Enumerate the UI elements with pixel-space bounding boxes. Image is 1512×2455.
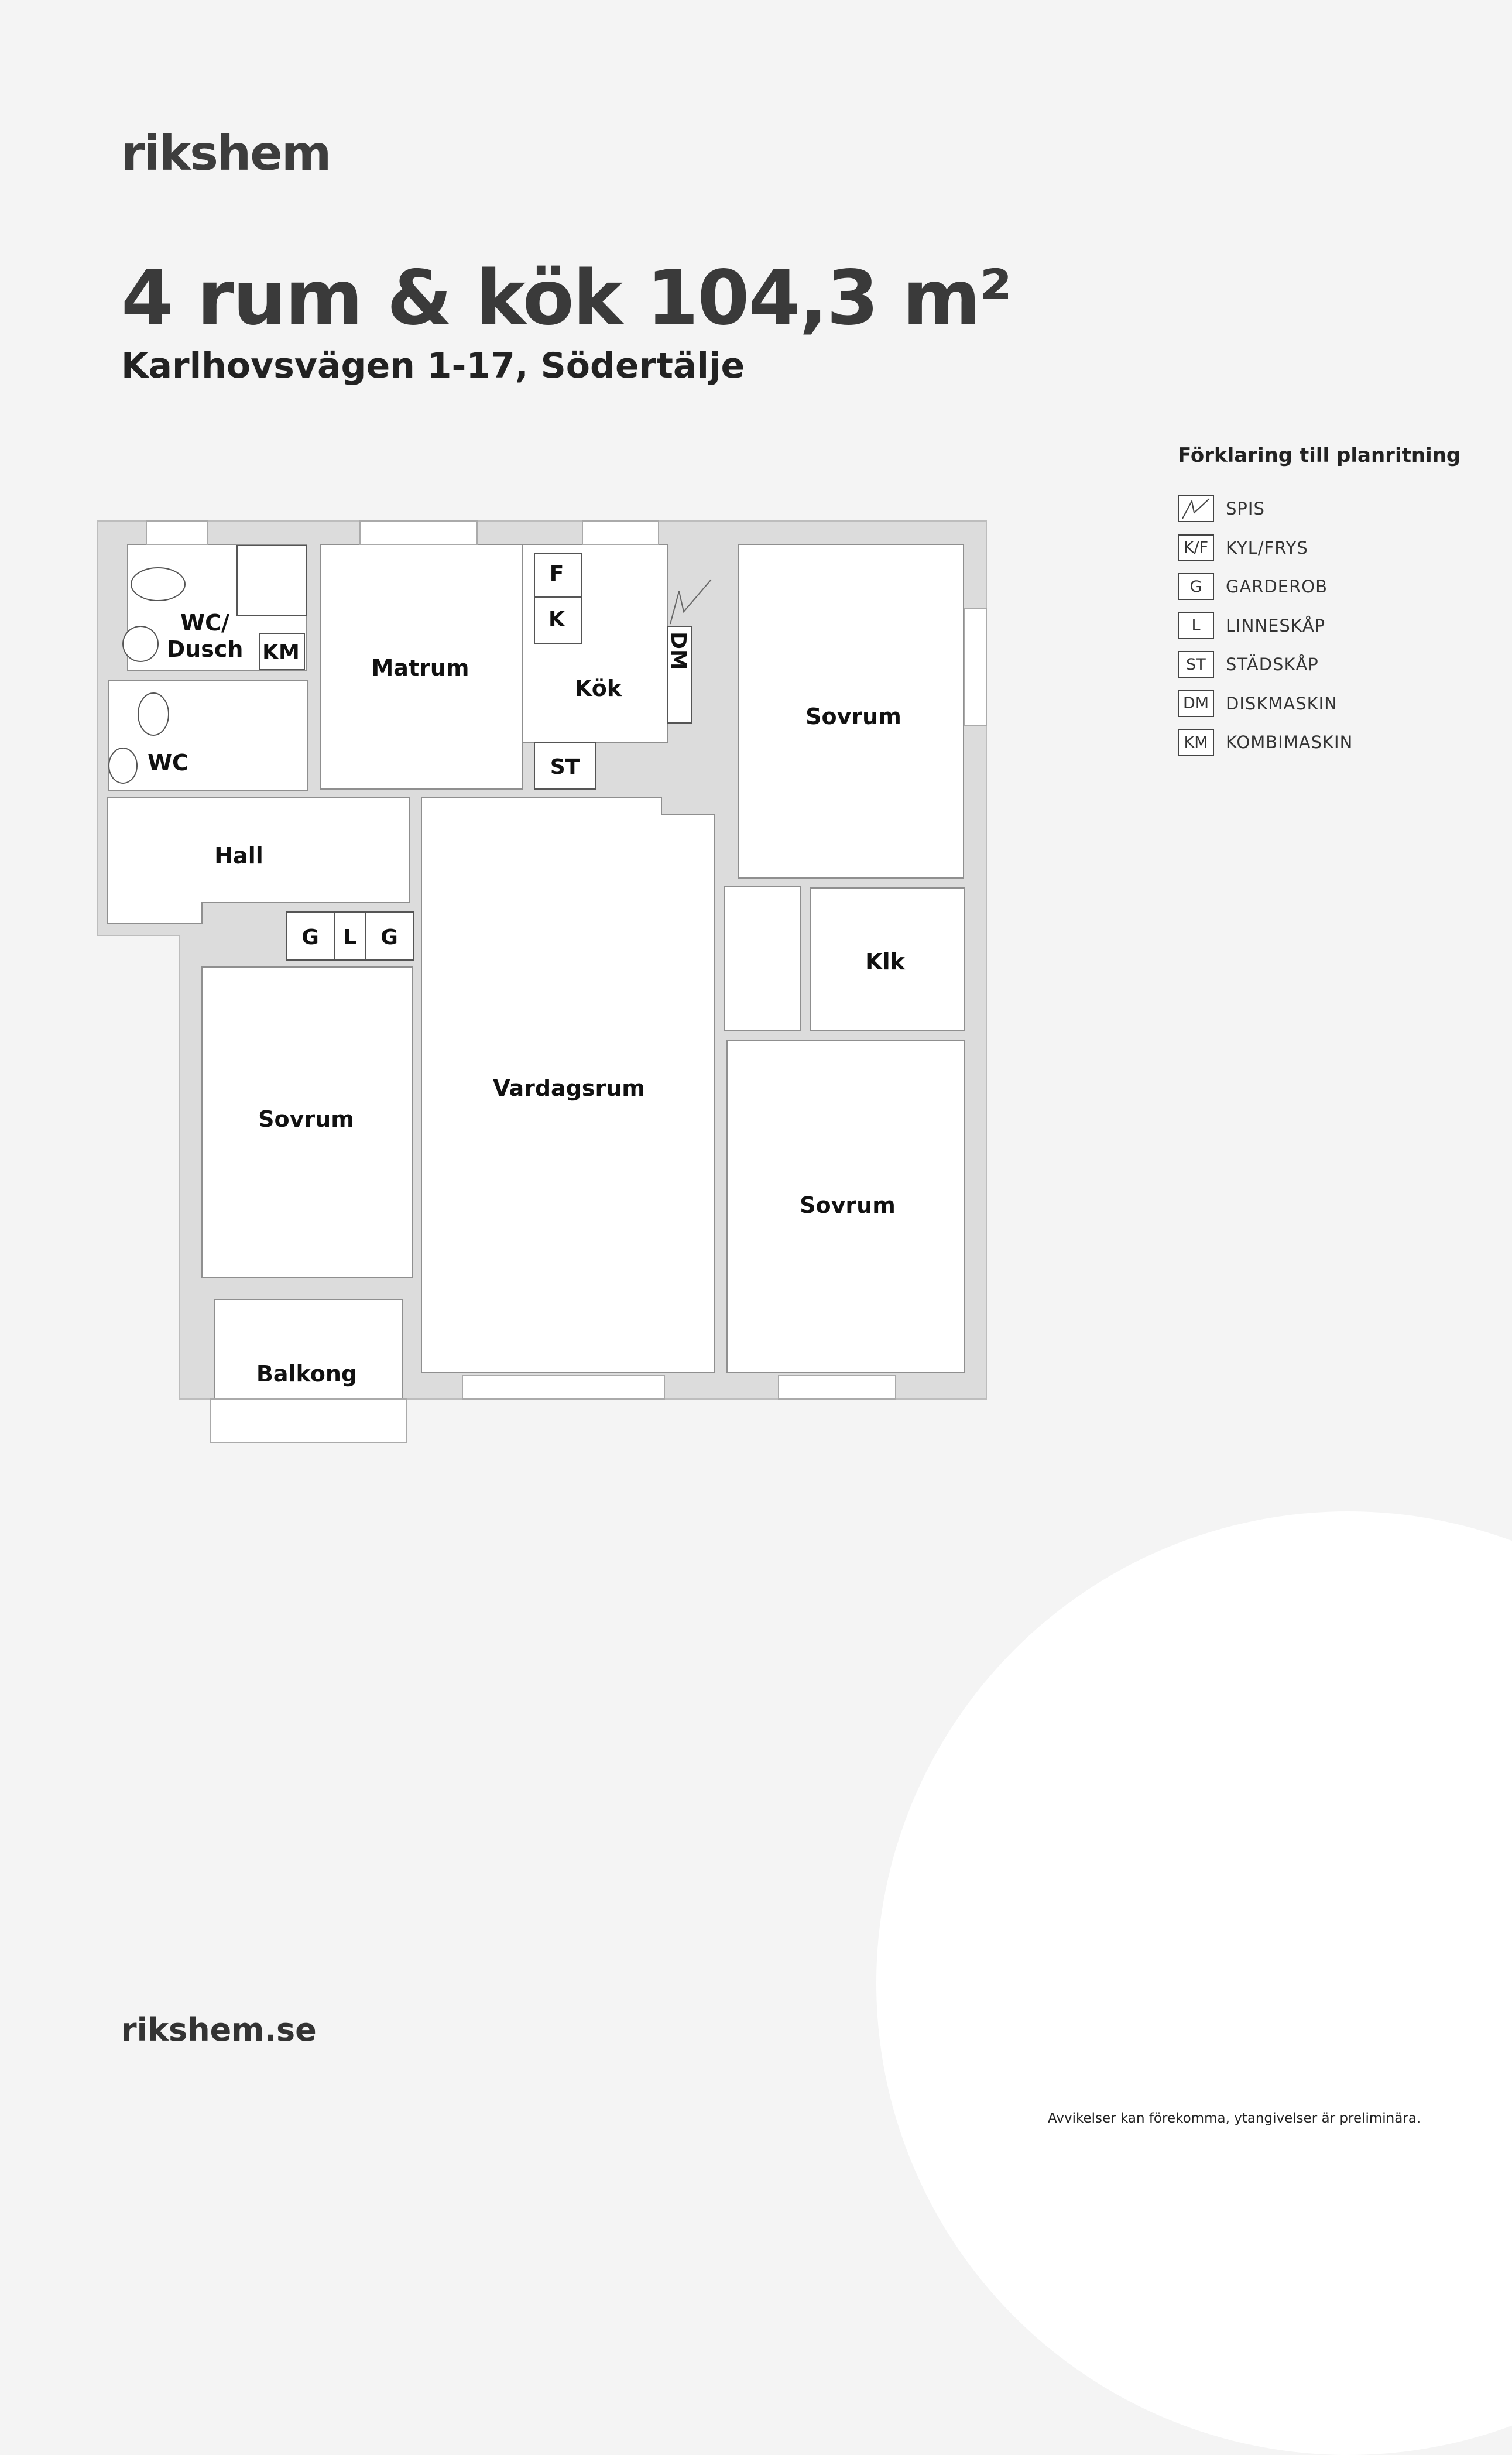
legend-label: KYL/FRYS bbox=[1226, 537, 1308, 558]
legend-label: LINNESKÅP bbox=[1226, 615, 1326, 636]
footer-url[interactable]: rikshem.se bbox=[121, 2011, 317, 2048]
page-title: 4 rum & kök 104,3 m² bbox=[121, 255, 1012, 342]
legend-code: DM bbox=[1178, 690, 1214, 717]
legend-code: L bbox=[1178, 612, 1214, 639]
room-label-sovrum-3: Sovrum bbox=[800, 1192, 896, 1218]
fixture-label-dm: DM bbox=[666, 632, 690, 670]
legend-label: KOMBIMASKIN bbox=[1226, 732, 1353, 753]
fixture-label-g2: G bbox=[380, 925, 398, 949]
fixture-label-k: K bbox=[548, 608, 565, 632]
brand-logo: rikshem bbox=[121, 126, 331, 181]
room-label-wc-dusch-2: Dusch bbox=[166, 636, 244, 662]
legend-code: KM bbox=[1178, 729, 1214, 756]
legend-label: SPIS bbox=[1226, 499, 1265, 519]
room-label-balkong: Balkong bbox=[256, 1361, 358, 1387]
legend-label: STÄDSKÅP bbox=[1226, 654, 1319, 675]
footer-disclaimer: Avvikelser kan förekomma, ytangivelser är preliminära. bbox=[1048, 2111, 1421, 2126]
room-label-vardagsrum: Vardagsrum bbox=[493, 1075, 645, 1101]
room-label-matrum: Matrum bbox=[371, 655, 469, 681]
legend-label: DISKMASKIN bbox=[1226, 693, 1338, 714]
legend-title: Förklaring till planritning bbox=[1178, 444, 1461, 467]
fixture-label-l: L bbox=[343, 925, 357, 949]
legend-code: G bbox=[1178, 573, 1214, 600]
address-subtitle: Karlhovsvägen 1-17, Södertälje bbox=[121, 345, 745, 386]
legend-code: ST bbox=[1178, 651, 1214, 678]
room-label-kok: Kök bbox=[574, 676, 622, 701]
fixture-label-km: KM bbox=[262, 640, 300, 664]
room-label-wc-dusch-1: WC/ bbox=[180, 610, 229, 636]
legend-code: K/F bbox=[1178, 534, 1214, 561]
fixture-label-st: ST bbox=[550, 755, 580, 779]
fixture-label-g1: G bbox=[301, 925, 319, 949]
room-label-klk: Klk bbox=[865, 949, 905, 975]
room-label-sovrum-1: Sovrum bbox=[805, 704, 901, 729]
fixture-label-f: F bbox=[549, 562, 564, 586]
room-label-hall: Hall bbox=[214, 843, 263, 869]
legend-label: GARDEROB bbox=[1226, 577, 1328, 597]
room-label-wc: WC bbox=[148, 750, 188, 776]
room-label-sovrum-2: Sovrum bbox=[258, 1106, 354, 1132]
